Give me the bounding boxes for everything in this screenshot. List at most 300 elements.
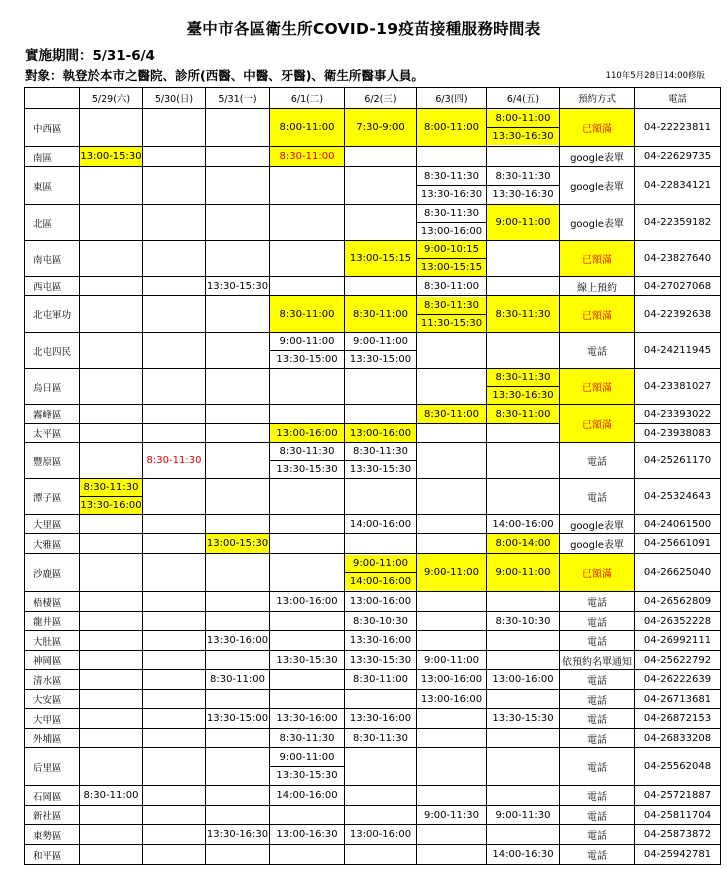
time-slot-cell <box>417 167 487 205</box>
header-date-6-1: 6/1(二) <box>270 88 345 109</box>
booking-method: 電話 <box>560 333 635 369</box>
time-slot-cell <box>345 205 417 241</box>
time-slot-cell: 9:00-11:00 <box>487 554 560 592</box>
time-slot-cell <box>345 845 417 865</box>
time-slot-cell: 8:30-11:00 <box>487 405 560 424</box>
time-slot: 8:30-11:30 <box>417 297 486 315</box>
time-slot-cell <box>417 333 487 369</box>
time-slot-cell: 13:00-15:30 <box>206 534 270 554</box>
phone-number: 04-26625040 <box>635 554 721 592</box>
time-slot-cell <box>206 405 270 424</box>
district-name: 清水區 <box>25 670 80 690</box>
time-slot-cell <box>345 333 417 369</box>
table-row <box>25 748 721 786</box>
time-slot-cell <box>143 554 206 592</box>
time-slot: 13:30-15:00 <box>276 354 338 365</box>
time-slot-cell <box>270 369 345 405</box>
table-row <box>25 729 721 748</box>
time-slot-cell: 13:30-16:00 <box>345 631 417 651</box>
time-slot-cell <box>143 277 206 296</box>
table-row <box>25 443 721 479</box>
time-slot-cell <box>80 167 143 205</box>
time-slot-cell: 13:30-16:30 <box>206 825 270 845</box>
time-slot-cell <box>80 709 143 729</box>
time-slot-cell <box>345 147 417 167</box>
time-slot: 11:30-15:30 <box>417 315 486 332</box>
time-slot-cell <box>143 167 206 205</box>
time-slot-cell <box>270 241 345 277</box>
table-row <box>25 786 721 806</box>
time-slot-cell <box>345 369 417 405</box>
header-date-6-2: 6/2(三) <box>345 88 417 109</box>
time-slot-cell <box>143 709 206 729</box>
district-name: 北屯四民 <box>25 333 80 369</box>
time-slot-cell <box>143 845 206 865</box>
time-slot-cell: 8:30-11:00 <box>270 147 345 167</box>
time-slot: 8:30-11:30 <box>80 479 142 497</box>
booking-method: 電話 <box>560 786 635 806</box>
time-slot-cell <box>487 333 560 369</box>
time-slot-cell <box>417 592 487 612</box>
time-slot-cell <box>270 631 345 651</box>
time-slot-cell <box>80 109 143 147</box>
district-name: 大安區 <box>25 690 80 709</box>
time-slot-cell <box>143 147 206 167</box>
time-slot-cell <box>206 443 270 479</box>
time-slot-cell <box>206 109 270 147</box>
time-slot-cell <box>143 631 206 651</box>
district-name: 新社區 <box>25 806 80 825</box>
booking-method: 依預約名單通知 <box>560 651 635 670</box>
phone-number: 04-26872153 <box>635 709 721 729</box>
phone-number: 04-23827640 <box>635 241 721 277</box>
time-slot-cell <box>80 729 143 748</box>
time-slot-cell <box>487 631 560 651</box>
header-date-5-30: 5/30(日) <box>143 88 206 109</box>
booking-method: google表單 <box>560 515 635 534</box>
booking-method: 電話 <box>560 825 635 845</box>
phone-number: 04-26992111 <box>635 631 721 651</box>
time-slot-cell <box>80 515 143 534</box>
table-row <box>25 109 721 147</box>
time-slot-cell <box>487 825 560 845</box>
time-slot-cell: 8:30-11:30 <box>143 443 206 479</box>
district-name: 外埔區 <box>25 729 80 748</box>
time-slot-cell <box>80 443 143 479</box>
time-slot: 13:30-16:30 <box>487 387 559 404</box>
booking-method: 電話 <box>560 748 635 786</box>
phone-number: 04-26833208 <box>635 729 721 748</box>
table-row <box>25 277 721 296</box>
time-slot-cell <box>345 405 417 424</box>
booking-method: google表單 <box>560 534 635 554</box>
table-row <box>25 296 721 333</box>
phone-number: 04-24211945 <box>635 333 721 369</box>
phone-number: 04-26713681 <box>635 690 721 709</box>
page-title: 臺中市各區衛生所COVID-19疫苗接種服務時間表 <box>186 20 541 38</box>
time-slot-cell <box>80 554 143 592</box>
time-slot-cell <box>270 670 345 690</box>
time-slot: 9:00-11:00 <box>270 749 344 767</box>
time-slot: 8:30-11:30 <box>487 369 559 387</box>
time-slot-cell <box>487 277 560 296</box>
header-row <box>25 88 721 109</box>
table-row <box>25 479 721 515</box>
time-slot-cell <box>80 534 143 554</box>
time-slot: 13:30-15:30 <box>349 464 412 475</box>
district-name: 龍井區 <box>25 612 80 631</box>
time-slot: 13:30-15:30 <box>276 770 338 781</box>
time-slot-cell: 8:30-10:30 <box>487 612 560 631</box>
time-slot-cell <box>143 369 206 405</box>
time-slot-cell <box>487 786 560 806</box>
time-slot-cell <box>80 277 143 296</box>
time-slot-cell <box>206 369 270 405</box>
time-slot-cell <box>487 443 560 479</box>
time-slot-cell: 13:00-16:00 <box>345 825 417 845</box>
booking-method: 電話 <box>560 612 635 631</box>
time-slot-cell <box>143 748 206 786</box>
time-slot-cell <box>345 806 417 825</box>
time-slot-cell <box>487 690 560 709</box>
time-slot-cell <box>487 147 560 167</box>
phone-number: 04-25811704 <box>635 806 721 825</box>
time-slot: 8:30-11:30 <box>270 443 344 461</box>
time-slot-cell <box>270 277 345 296</box>
time-slot-cell <box>270 515 345 534</box>
time-slot-cell: 8:00-14:00 <box>487 534 560 554</box>
table-row <box>25 709 721 729</box>
phone-number: 04-22834121 <box>635 167 721 205</box>
time-slot-cell <box>487 592 560 612</box>
district-name: 東區 <box>25 167 80 205</box>
time-slot-cell <box>80 651 143 670</box>
district-name: 和平區 <box>25 845 80 865</box>
time-slot-cell <box>80 369 143 405</box>
phone-number: 04-23938083 <box>635 424 721 443</box>
time-slot: 13:30-16:30 <box>492 189 554 200</box>
vaccination-schedule-table <box>24 87 721 865</box>
time-slot-cell: 14:00-16:30 <box>487 845 560 865</box>
phone-number: 04-25261170 <box>635 443 721 479</box>
booking-method: 電話 <box>560 806 635 825</box>
time-slot-cell <box>487 109 560 147</box>
district-name: 大里區 <box>25 515 80 534</box>
time-slot-cell <box>270 333 345 369</box>
header-district <box>25 88 80 109</box>
booking-method: 電話 <box>560 670 635 690</box>
header-booking-method: 預約方式 <box>560 88 635 109</box>
table-row <box>25 241 721 277</box>
time-slot-cell <box>143 424 206 443</box>
table-row <box>25 147 721 167</box>
time-slot: 8:30-11:30 <box>417 205 486 223</box>
time-slot-cell <box>143 825 206 845</box>
time-slot-cell <box>270 806 345 825</box>
time-slot-cell <box>417 825 487 845</box>
time-slot-cell <box>345 277 417 296</box>
phone-number: 04-25324643 <box>635 479 721 515</box>
phone-number: 04-22392638 <box>635 296 721 333</box>
time-slot-cell <box>206 806 270 825</box>
time-slot-cell <box>143 333 206 369</box>
time-slot-cell: 13:00-16:00 <box>487 670 560 690</box>
time-slot-cell <box>270 612 345 631</box>
time-slot-cell <box>417 296 487 333</box>
time-slot-cell <box>270 690 345 709</box>
time-slot-cell: 13:30-15:00 <box>206 709 270 729</box>
phone-number: 04-25721887 <box>635 786 721 806</box>
time-slot-cell <box>143 651 206 670</box>
time-slot-cell <box>417 147 487 167</box>
time-slot-cell: 8:00-11:00 <box>270 109 345 147</box>
booking-method: 電話 <box>560 592 635 612</box>
time-slot-cell <box>270 554 345 592</box>
phone-number: 04-22223811 <box>635 109 721 147</box>
time-slot-cell <box>206 515 270 534</box>
time-slot-cell <box>80 748 143 786</box>
table-row <box>25 515 721 534</box>
time-slot-cell: 8:30-11:30 <box>270 729 345 748</box>
booking-method: 已額滿 <box>560 296 635 333</box>
booking-method: google表單 <box>560 147 635 167</box>
time-slot-cell <box>143 534 206 554</box>
time-slot-cell: 14:00-16:00 <box>345 515 417 534</box>
phone-number: 04-22359182 <box>635 205 721 241</box>
time-slot-cell <box>487 424 560 443</box>
time-slot-cell <box>143 729 206 748</box>
table-row <box>25 690 721 709</box>
time-slot-cell: 9:00-11:00 <box>417 651 487 670</box>
header-date-6-4: 6/4(五) <box>487 88 560 109</box>
time-slot-cell <box>143 806 206 825</box>
table-row <box>25 612 721 631</box>
time-slot-cell <box>80 825 143 845</box>
time-slot-cell: 13:30-15:30 <box>345 651 417 670</box>
phone-number: 04-25942781 <box>635 845 721 865</box>
time-slot-cell: 7:30-9:00 <box>345 109 417 147</box>
district-name: 大肚區 <box>25 631 80 651</box>
time-slot: 13:00-15:15 <box>417 259 486 276</box>
booking-method: 電話 <box>560 479 635 515</box>
time-slot-cell <box>206 554 270 592</box>
time-slot: 8:30-11:30 <box>345 443 416 461</box>
time-slot-cell <box>143 241 206 277</box>
time-slot-cell <box>417 515 487 534</box>
table-row <box>25 631 721 651</box>
time-slot-cell <box>270 405 345 424</box>
time-slot-cell <box>270 167 345 205</box>
phone-number: 04-26562809 <box>635 592 721 612</box>
district-name: 霧峰區 <box>25 405 80 424</box>
time-slot-cell: 13:00-16:00 <box>270 592 345 612</box>
time-slot-cell <box>417 205 487 241</box>
time-slot: 13:30-16:30 <box>420 189 483 200</box>
table-row <box>25 205 721 241</box>
time-slot-cell <box>345 554 417 592</box>
time-slot-cell: 13:00-16:00 <box>345 592 417 612</box>
time-slot-cell <box>417 786 487 806</box>
table-row <box>25 405 721 424</box>
district-name: 中西區 <box>25 109 80 147</box>
time-slot-cell <box>345 479 417 515</box>
table-row <box>25 845 721 865</box>
time-slot-cell <box>80 405 143 424</box>
time-slot-cell <box>206 845 270 865</box>
time-slot-cell <box>417 443 487 479</box>
table-row <box>25 651 721 670</box>
table-row <box>25 825 721 845</box>
time-slot-cell: 13:30-16:00 <box>345 709 417 729</box>
time-slot-cell: 13:30-15:30 <box>206 277 270 296</box>
district-name: 烏日區 <box>25 369 80 405</box>
district-name: 西屯區 <box>25 277 80 296</box>
district-name: 石岡區 <box>25 786 80 806</box>
time-slot: 8:30-11:30 <box>417 168 486 186</box>
time-slot-cell <box>206 690 270 709</box>
time-slot-cell <box>206 651 270 670</box>
booking-method: 已額滿 <box>560 241 635 277</box>
target-audience: 對象：執登於本市之醫院、診所(西醫、中醫、牙醫)、衛生所醫事人員。 <box>25 68 424 83</box>
time-slot-cell <box>80 205 143 241</box>
time-slot-cell <box>417 845 487 865</box>
booking-method: 電話 <box>560 729 635 748</box>
time-slot-cell <box>206 479 270 515</box>
time-slot-cell: 13:00-16:30 <box>270 825 345 845</box>
implementation-period: 實施期間：5/31-6/4 <box>25 48 155 64</box>
time-slot-cell: 8:00-11:00 <box>417 109 487 147</box>
time-slot-cell <box>417 534 487 554</box>
time-slot-cell <box>206 748 270 786</box>
time-slot-cell <box>206 296 270 333</box>
time-slot-cell <box>270 534 345 554</box>
time-slot-cell <box>80 241 143 277</box>
time-slot-cell <box>487 241 560 277</box>
time-slot-cell <box>80 424 143 443</box>
table-row <box>25 670 721 690</box>
time-slot-cell: 9:00-11:30 <box>417 806 487 825</box>
table-row <box>25 534 721 554</box>
time-slot-cell <box>80 592 143 612</box>
time-slot-cell <box>487 651 560 670</box>
time-slot-cell <box>345 534 417 554</box>
phone-number: 04-25562048 <box>635 748 721 786</box>
time-slot-cell <box>206 205 270 241</box>
time-slot-cell <box>206 241 270 277</box>
booking-method: 電話 <box>560 631 635 651</box>
time-slot: 13:30-16:00 <box>80 497 142 514</box>
time-slot-cell <box>345 690 417 709</box>
booking-method: 電話 <box>560 690 635 709</box>
district-name: 潭子區 <box>25 479 80 515</box>
time-slot-cell: 8:30-11:30 <box>345 729 417 748</box>
time-slot-cell: 8:30-11:00 <box>417 405 487 424</box>
header-date-5-29: 5/29(六) <box>80 88 143 109</box>
time-slot-cell <box>143 670 206 690</box>
booking-method: 已額滿 <box>560 405 635 443</box>
time-slot: 9:00-10:15 <box>417 241 486 259</box>
revision-note: 110年5月28日14:00修版 <box>605 71 705 81</box>
time-slot-cell <box>206 592 270 612</box>
time-slot-cell <box>143 405 206 424</box>
time-slot-cell: 13:00-15:15 <box>345 241 417 277</box>
time-slot-cell <box>143 479 206 515</box>
district-name: 太平區 <box>25 424 80 443</box>
time-slot-cell: 8:30-11:00 <box>270 296 345 333</box>
time-slot-cell <box>206 729 270 748</box>
time-slot-cell <box>206 167 270 205</box>
district-name: 大甲區 <box>25 709 80 729</box>
time-slot-cell: 14:00-16:00 <box>487 515 560 534</box>
phone-number: 04-26222639 <box>635 670 721 690</box>
time-slot-cell: 13:30-15:30 <box>487 709 560 729</box>
time-slot-cell <box>143 515 206 534</box>
time-slot-cell <box>487 479 560 515</box>
time-slot: 9:00-11:00 <box>270 333 344 351</box>
table-row <box>25 592 721 612</box>
time-slot-cell: 13:00-16:00 <box>270 424 345 443</box>
phone-number: 04-23393022 <box>635 405 721 424</box>
time-slot: 13:30-16:30 <box>487 128 559 145</box>
time-slot-cell <box>417 729 487 748</box>
time-slot-cell <box>417 241 487 277</box>
time-slot-cell <box>270 205 345 241</box>
time-slot-cell <box>206 333 270 369</box>
time-slot-cell <box>487 167 560 205</box>
time-slot-cell: 13:00-16:00 <box>417 670 487 690</box>
header-date-6-3: 6/3(四) <box>417 88 487 109</box>
time-slot-cell <box>270 845 345 865</box>
time-slot-cell: 8:30-11:00 <box>80 786 143 806</box>
table-row <box>25 167 721 205</box>
time-slot-cell <box>80 670 143 690</box>
time-slot-cell: 13:30-15:30 <box>270 651 345 670</box>
time-slot-cell <box>487 729 560 748</box>
time-slot-cell <box>417 709 487 729</box>
district-name: 南區 <box>25 147 80 167</box>
time-slot-cell: 8:30-11:30 <box>487 296 560 333</box>
time-slot-cell <box>80 333 143 369</box>
booking-method: 線上預約 <box>560 277 635 296</box>
district-name: 東勢區 <box>25 825 80 845</box>
time-slot-cell <box>417 424 487 443</box>
time-slot-cell <box>206 147 270 167</box>
booking-method: 已額滿 <box>560 369 635 405</box>
district-name: 沙鹿區 <box>25 554 80 592</box>
booking-method: google表單 <box>560 167 635 205</box>
time-slot-cell: 8:30-11:00 <box>417 277 487 296</box>
time-slot-cell <box>206 424 270 443</box>
time-slot-cell <box>206 612 270 631</box>
time-slot-cell: 13:30-16:00 <box>206 631 270 651</box>
time-slot-cell: 13:00-16:00 <box>345 424 417 443</box>
time-slot-cell: 14:00-16:00 <box>270 786 345 806</box>
booking-method: 已額滿 <box>560 554 635 592</box>
time-slot-cell <box>345 786 417 806</box>
time-slot-cell <box>417 631 487 651</box>
time-slot-cell <box>345 167 417 205</box>
time-slot-cell <box>487 748 560 786</box>
district-name: 北屯軍功 <box>25 296 80 333</box>
table-row <box>25 333 721 369</box>
time-slot-cell <box>80 296 143 333</box>
time-slot-cell <box>80 806 143 825</box>
time-slot-cell <box>143 592 206 612</box>
booking-method: 電話 <box>560 443 635 479</box>
time-slot: 9:00-11:00 <box>345 333 416 351</box>
time-slot: 8:30-11:30 <box>487 168 559 186</box>
time-slot-cell: 13:00-15:30 <box>80 147 143 167</box>
